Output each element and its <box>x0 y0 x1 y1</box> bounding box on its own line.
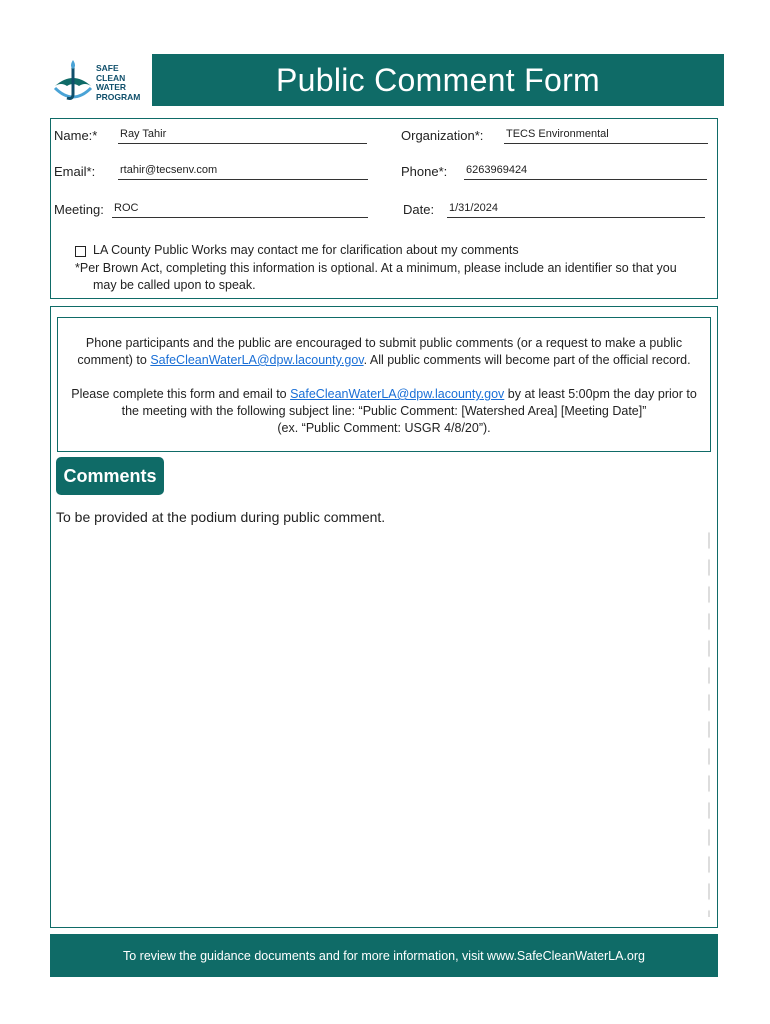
date-label: Date: <box>403 202 435 217</box>
email-link[interactable]: SafeCleanWaterLA@dpw.lacounty.gov <box>150 353 364 367</box>
meeting-label: Meeting: <box>54 202 104 217</box>
contact-permission-label: LA County Public Works may contact me for clarification about my comments <box>93 243 519 257</box>
notice-text-end: . All public comments will become part of the official record. <box>363 353 691 367</box>
name-label: Name:* <box>54 128 98 143</box>
email-label: Email*: <box>54 164 96 179</box>
header-bar <box>152 54 724 106</box>
submission-notice <box>57 317 711 452</box>
organization-field[interactable]: TECS Environmental <box>504 128 708 144</box>
form-title: Public Comment Form <box>276 61 600 98</box>
comments-tab <box>56 457 164 495</box>
date-field[interactable]: 1/31/2024 <box>447 202 705 218</box>
logo-wordmark: SAFE CLEAN WATER PROGRAM <box>96 63 141 102</box>
umbrella-drop-icon <box>52 60 94 108</box>
email-field[interactable]: rtahir@tecsenv.com <box>118 164 368 180</box>
footer-text: To review the guidance documents and for more information, visit www.SafeCleanWaterLA.org <box>122 948 645 963</box>
safe-clean-water-logo <box>52 58 150 110</box>
phone-label: Phone*: <box>401 164 448 179</box>
brown-act-note: *Per Brown Act, completing this information is optional. At a minimum, please include an identifier so that you <box>75 261 677 275</box>
brown-act-note-continued: may be called upon to speak. <box>93 278 256 292</box>
subject-example: (ex. “Public Comment: USGR 4/8/20”). <box>277 421 491 435</box>
name-field[interactable]: Ray Tahir <box>118 128 367 144</box>
instructions-text: Please complete this form and email to <box>71 387 291 401</box>
contact-permission-checkbox[interactable] <box>75 246 86 257</box>
phone-field[interactable]: 6263969424 <box>464 164 707 180</box>
footer-bar <box>50 934 718 977</box>
dotted-guide <box>708 527 710 917</box>
organization-label: Organization*: <box>401 128 484 143</box>
comments-heading: Comments <box>63 465 157 486</box>
instructions-text-end: by at least 5:00pm the day prior to the meeting with the following subject line: “Public Comment: [Watershed Area] [Meeting Date]” <box>121 387 697 418</box>
comment-body[interactable]: To be provided at the podium during public comment. <box>56 509 386 525</box>
notice-text: Phone participants and the public are encouraged to submit public comments (or a request to make a public comment) to <box>77 336 683 367</box>
email-link-2[interactable]: SafeCleanWaterLA@dpw.lacounty.gov <box>290 387 505 401</box>
meeting-field[interactable]: ROC <box>112 202 368 218</box>
